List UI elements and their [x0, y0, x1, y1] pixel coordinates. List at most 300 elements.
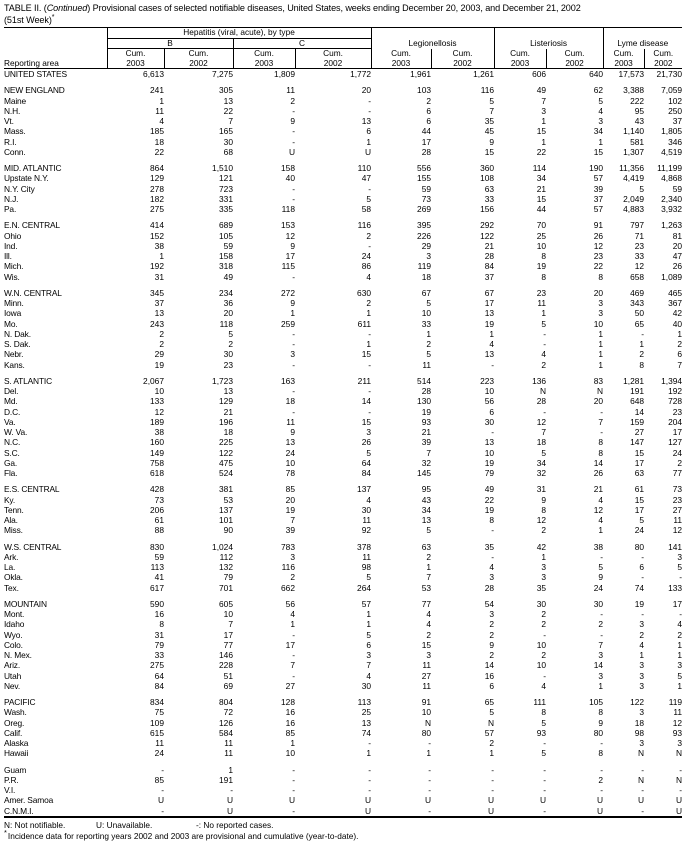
table-row: [4, 272, 682, 282]
data-cell: 9: [290, 427, 295, 438]
data-cell: 318: [219, 261, 233, 272]
data-cell: 1: [541, 136, 547, 147]
table-row: [4, 609, 682, 619]
data-cell: 4: [489, 339, 495, 350]
data-cell: 7: [598, 416, 604, 427]
data-cell: 4: [366, 271, 372, 282]
reporting-area-cell: Va.: [4, 416, 16, 427]
data-cell: 7,059: [661, 85, 683, 96]
title-week: (51st Week): [4, 14, 52, 25]
table-row: [4, 360, 682, 370]
data-cell: 20: [223, 308, 233, 319]
data-cell: 84: [154, 680, 164, 691]
data-cell: 133: [668, 582, 683, 593]
reporting-area-cell: Ind.: [4, 240, 18, 251]
reporting-area-cell: Wyo.: [4, 629, 23, 640]
data-cell: 206: [150, 504, 164, 515]
data-cell: 23: [672, 494, 683, 505]
data-cell: 345: [150, 287, 164, 298]
data-cell: 20: [672, 240, 683, 251]
data-cell: -: [543, 774, 547, 785]
reporting-area-cell: Hawaii: [4, 748, 29, 759]
table-row: [4, 785, 682, 795]
data-cell: 129: [150, 173, 164, 184]
reporting-area-cell: Mo.: [4, 318, 18, 329]
data-cell: 1: [598, 136, 604, 147]
data-cell: 70: [536, 220, 547, 231]
data-cell: 864: [150, 163, 164, 174]
data-cell: 7: [228, 116, 233, 127]
data-cell: 29: [421, 240, 432, 251]
reporting-area-cell: UNITED STATES: [4, 69, 67, 80]
data-cell: 5: [541, 717, 547, 728]
data-cell: 2: [489, 650, 495, 661]
header-listeriosis-2003: [494, 49, 546, 69]
data-cell: 10: [154, 386, 164, 397]
data-cell: 18: [223, 427, 233, 438]
data-cell: 79: [484, 468, 495, 479]
table-row: [4, 85, 682, 95]
data-cell: -: [292, 136, 295, 147]
cum-label: Cum.: [653, 48, 674, 59]
data-cell: 47: [361, 173, 372, 184]
data-cell: -: [600, 629, 604, 640]
data-cell: 2: [228, 339, 233, 350]
header-corner-blank: [4, 28, 107, 39]
data-cell: 3: [639, 738, 645, 749]
reporting-area-cell: N.C.: [4, 437, 21, 448]
data-cell: 4: [598, 105, 604, 116]
data-cell: 2: [677, 629, 683, 640]
table-row: [4, 288, 682, 298]
data-cell: 90: [223, 525, 233, 536]
data-cell: -: [292, 271, 295, 282]
table-row: [4, 806, 682, 817]
data-cell: -: [491, 774, 495, 785]
data-cell: 37: [484, 271, 495, 282]
data-cell: 80: [634, 541, 645, 552]
data-cell: 13: [223, 386, 233, 397]
table-row: [4, 137, 682, 147]
data-cell: 7: [677, 359, 683, 370]
header-legionellosis-2003: [371, 49, 431, 69]
cum-label: Cum.: [564, 48, 585, 59]
data-cell: 8: [541, 271, 547, 282]
data-cell: -: [428, 774, 432, 785]
data-cell: 223: [480, 375, 495, 386]
data-cell: 19: [421, 406, 432, 417]
data-cell: 3: [426, 251, 432, 262]
data-cell: 49: [484, 484, 495, 495]
year-label: 2002: [565, 57, 584, 68]
data-cell: 14: [593, 457, 604, 468]
data-cell: 14: [634, 406, 645, 417]
data-cell: -: [368, 738, 372, 749]
data-cell: 11: [537, 298, 547, 309]
data-cell: 28: [421, 146, 432, 157]
data-cell: 40: [285, 173, 295, 184]
data-cell: 4: [598, 494, 604, 505]
data-cell: 32: [421, 457, 432, 468]
data-cell: 618: [150, 468, 164, 479]
data-cell: 190: [589, 163, 604, 174]
table-row: [4, 650, 682, 660]
data-cell: 56: [484, 396, 495, 407]
table-row: [4, 308, 682, 318]
reporting-area-cell: N. Mex.: [4, 650, 32, 661]
data-cell: 524: [219, 468, 233, 479]
data-cell: -: [368, 328, 372, 339]
data-cell: 1: [366, 609, 372, 620]
data-cell: -: [368, 240, 372, 251]
reporting-area-cell: Idaho: [4, 619, 25, 630]
data-cell: 147: [630, 437, 645, 448]
data-cell: 65: [484, 697, 495, 708]
data-cell: 6: [366, 126, 372, 137]
data-cell: 11: [422, 359, 432, 370]
table-row: [4, 748, 682, 758]
data-cell: 84: [484, 261, 495, 272]
reporting-area-cell: Colo.: [4, 639, 23, 650]
data-cell: 30: [593, 598, 604, 609]
data-cell: 26: [361, 437, 372, 448]
data-cell: 1: [366, 136, 372, 147]
data-cell: 44: [536, 204, 547, 215]
data-cell: 18: [154, 136, 164, 147]
data-cell: 395: [417, 220, 432, 231]
title-line-1: [4, 3, 682, 15]
data-cell: 16: [154, 609, 164, 620]
table-row: [4, 707, 682, 717]
data-cell: 1,263: [661, 220, 683, 231]
data-cell: 10: [593, 318, 604, 329]
data-cell: 640: [589, 69, 604, 80]
data-cell: 1: [677, 328, 683, 339]
data-cell: 1: [228, 764, 233, 775]
reporting-area-cell: E.S. CENTRAL: [4, 484, 60, 495]
data-cell: 2: [489, 738, 495, 749]
data-cell: 1: [290, 738, 295, 749]
reporting-area-cell: Amer. Samoa: [4, 795, 54, 806]
reporting-area-cell: Del.: [4, 386, 19, 397]
table-row: [4, 681, 682, 691]
data-cell: 5: [598, 95, 604, 106]
data-cell: 15: [593, 146, 604, 157]
data-cell: -: [292, 406, 295, 417]
data-cell: 165: [219, 126, 233, 137]
data-cell: 5: [541, 447, 547, 458]
data-cell: 118: [219, 318, 233, 329]
data-cell: 62: [593, 85, 604, 96]
data-cell: 12: [154, 406, 164, 417]
data-cell: 3: [290, 551, 295, 562]
title-line-2: [4, 15, 682, 27]
data-cell: 7: [598, 639, 604, 650]
cum-label: Cum.: [613, 48, 634, 59]
data-cell: U: [424, 795, 432, 806]
reporting-area-cell: Tenn.: [4, 504, 24, 515]
data-cell: N: [676, 774, 683, 785]
data-cell: 17,573: [618, 69, 645, 80]
data-cell: 18: [536, 437, 547, 448]
table-row: [4, 386, 682, 396]
data-cell: -: [230, 785, 233, 796]
data-cell: -: [491, 785, 495, 796]
data-cell: U: [676, 795, 683, 806]
data-cell: N: [597, 386, 604, 397]
data-cell: 121: [219, 173, 233, 184]
data-cell: 31: [154, 629, 164, 640]
data-cell: 19: [536, 261, 547, 272]
reporting-area-cell: Wash.: [4, 707, 27, 718]
data-cell: 6: [489, 680, 495, 691]
data-cell: 689: [219, 220, 233, 231]
year-label: 2003: [391, 57, 411, 68]
data-cell: 10: [536, 639, 547, 650]
data-cell: -: [679, 572, 683, 583]
data-cell: 185: [150, 126, 164, 137]
data-cell: -: [292, 359, 295, 370]
reporting-area-cell: Conn.: [4, 146, 26, 157]
table-row: [4, 515, 682, 525]
data-cell: 7: [290, 660, 295, 671]
data-cell: 26: [593, 468, 604, 479]
reporting-area-cell: N.Y. City: [4, 183, 35, 194]
data-cell: 24: [634, 525, 645, 536]
data-cell: -: [600, 609, 604, 620]
data-cell: 13: [484, 308, 495, 319]
data-cell: 611: [357, 318, 372, 329]
reporting-area-cell: NEW ENGLAND: [4, 85, 65, 96]
data-cell: 3: [598, 670, 604, 681]
data-cell: -: [292, 183, 295, 194]
table-row: [4, 96, 682, 106]
data-cell: 19: [285, 504, 295, 515]
data-cell: 19: [484, 318, 495, 329]
data-cell: -: [368, 359, 372, 370]
data-cell: 57: [593, 173, 604, 184]
reporting-area-cell: Pa.: [4, 204, 17, 215]
table-row: [4, 339, 682, 349]
reporting-area-cell: Vt.: [4, 116, 14, 127]
year-label: 2003: [126, 57, 145, 68]
data-cell: 1: [598, 328, 604, 339]
reporting-area-cell: PACIFIC: [4, 697, 36, 708]
data-cell: 1: [489, 748, 495, 759]
data-cell: 24: [672, 447, 683, 458]
data-cell: 2: [426, 629, 432, 640]
data-cell: 130: [417, 396, 432, 407]
data-cell: 30: [361, 504, 372, 515]
data-cell: 15: [361, 416, 372, 427]
data-cell: -: [233, 806, 295, 817]
data-cell: 10: [285, 748, 295, 759]
data-cell: 2: [290, 572, 295, 583]
data-cell: 4,868: [661, 173, 683, 184]
table-row: [4, 765, 682, 775]
data-cell: 98: [361, 562, 372, 573]
data-cell: 6,613: [143, 69, 164, 80]
data-cell: 115: [281, 261, 295, 272]
data-cell: 19: [634, 598, 645, 609]
table-row: [4, 376, 682, 386]
data-cell: 21: [593, 484, 604, 495]
data-cell: 101: [219, 515, 233, 526]
data-cell: -: [543, 629, 547, 640]
data-cell: 35: [484, 116, 495, 127]
data-cell: -: [428, 764, 432, 775]
data-cell: 1: [290, 619, 295, 630]
data-cell: 1: [598, 359, 604, 370]
data-cell: 19: [484, 457, 495, 468]
header-hepatitis-b: B: [107, 38, 233, 49]
data-cell: 67: [484, 287, 495, 298]
data-cell: 118: [281, 204, 295, 215]
table-header: [4, 28, 682, 69]
data-cell: 2: [366, 230, 372, 241]
data-cell: -: [491, 764, 495, 775]
data-cell: 21: [536, 183, 547, 194]
data-cell: 15: [634, 494, 645, 505]
data-cell: 1: [677, 639, 683, 650]
data-cell: 581: [630, 136, 645, 147]
data-cell: 728: [668, 396, 683, 407]
data-cell: 65: [634, 318, 645, 329]
data-cell: 1,261: [473, 69, 495, 80]
data-cell: 160: [150, 437, 164, 448]
data-cell: 12: [634, 261, 645, 272]
table-row: [4, 619, 682, 629]
table-row: [4, 396, 682, 406]
data-cell: 3: [489, 609, 495, 620]
header-reporting-area: Reporting area: [4, 58, 59, 69]
data-cell: 2: [366, 298, 372, 309]
data-cell: 51: [223, 670, 233, 681]
data-cell: 75: [154, 707, 164, 718]
data-cell: 19: [154, 359, 164, 370]
year-label: 2002: [654, 57, 673, 68]
data-cell: 23: [536, 287, 547, 298]
data-cell: 63: [484, 183, 495, 194]
data-cell: 116: [480, 85, 495, 96]
data-cell: 39: [593, 183, 604, 194]
data-cell: 590: [150, 598, 164, 609]
data-cell: 23: [634, 240, 645, 251]
data-cell: 146: [219, 650, 233, 661]
data-cell: 112: [219, 551, 233, 562]
table-row: [4, 738, 682, 748]
cum-label: Cum.: [452, 48, 473, 59]
data-cell: 86: [361, 261, 372, 272]
data-cell: 27: [421, 670, 432, 681]
data-cell: 556: [417, 163, 432, 174]
data-cell: 1: [677, 650, 683, 661]
data-cell: -: [491, 359, 495, 370]
data-cell: 98: [634, 727, 645, 738]
header-legionellosis-2002: [431, 49, 494, 69]
data-cell: 11: [286, 416, 295, 427]
data-cell: 17: [672, 427, 683, 438]
data-cell: 59: [223, 240, 233, 251]
data-cell: N: [487, 717, 495, 728]
data-cell: 49: [223, 271, 233, 282]
data-cell: U: [597, 795, 604, 806]
data-cell: 191: [219, 774, 233, 785]
table-row: [4, 552, 682, 562]
data-cell: 18: [634, 717, 645, 728]
data-cell: 272: [281, 287, 295, 298]
data-cell: 3: [598, 308, 604, 319]
data-cell: 11: [155, 738, 164, 749]
data-cell: 381: [219, 484, 233, 495]
data-cell: 2: [426, 95, 432, 106]
data-cell: -: [679, 609, 683, 620]
data-cell: U: [157, 795, 164, 806]
data-cell: 7: [366, 660, 372, 671]
data-cell: 182: [150, 193, 164, 204]
data-cell: 1: [366, 748, 372, 759]
data-cell: 1: [598, 349, 604, 360]
data-cell: 111: [533, 697, 547, 708]
data-cell: 1,510: [212, 163, 233, 174]
data-cell: 30: [223, 136, 233, 147]
reporting-area-cell: Alaska: [4, 738, 29, 749]
header-blank-2: [4, 38, 107, 49]
data-cell: 1,961: [410, 69, 432, 80]
data-cell: 36: [223, 298, 233, 309]
reporting-area-cell: W.S. CENTRAL: [4, 541, 62, 552]
data-cell: 38: [593, 541, 604, 552]
data-cell: 85: [285, 727, 295, 738]
data-cell: 17: [672, 598, 683, 609]
data-cell: 3: [639, 619, 645, 630]
data-cell: 11: [286, 85, 295, 96]
data-cell: -: [161, 764, 164, 775]
data-cell: 24: [285, 447, 295, 458]
data-cell: 64: [361, 457, 372, 468]
data-cell: 26: [593, 230, 604, 241]
table-row: [4, 671, 682, 681]
data-cell: 211: [357, 375, 372, 386]
data-cell: 2: [677, 339, 683, 350]
data-cell: U: [226, 795, 233, 806]
table-row: [4, 319, 682, 329]
reporting-area-cell: Kans.: [4, 359, 25, 370]
data-cell: 658: [630, 271, 645, 282]
data-cell: 2: [541, 650, 547, 661]
data-cell: 343: [630, 298, 645, 309]
data-cell: 1: [598, 525, 604, 536]
data-cell: 34: [536, 457, 547, 468]
data-cell: 28: [421, 386, 432, 397]
table-row: [4, 163, 682, 173]
data-cell: 259: [281, 318, 295, 329]
data-cell: -: [292, 774, 295, 785]
data-cell: 275: [150, 204, 164, 215]
table-row: [4, 147, 682, 157]
data-cell: 275: [150, 660, 164, 671]
data-cell: N: [638, 748, 645, 759]
table-row: [4, 660, 682, 670]
data-cell: 1,805: [661, 126, 683, 137]
reporting-area-cell: Oreg.: [4, 717, 25, 728]
data-cell: 23: [593, 251, 604, 262]
notifiable-diseases-table: [4, 27, 682, 818]
data-cell: 8: [598, 437, 604, 448]
data-cell: 8: [598, 447, 604, 458]
data-cell: 21: [484, 240, 495, 251]
data-cell: 1: [366, 339, 372, 350]
